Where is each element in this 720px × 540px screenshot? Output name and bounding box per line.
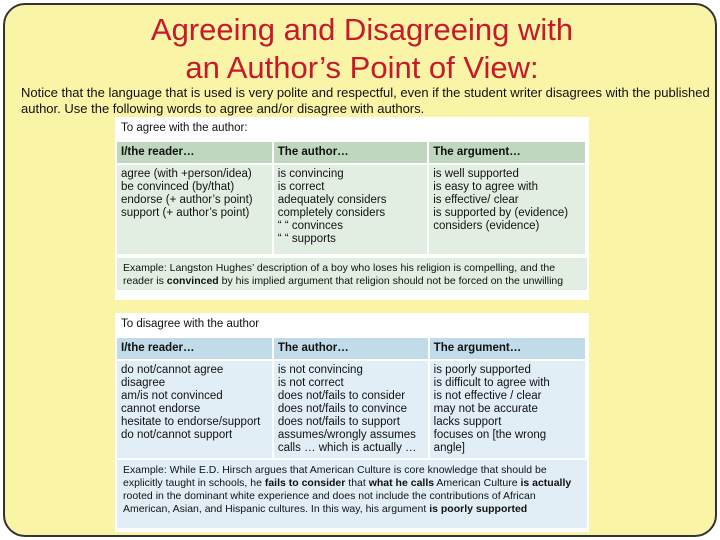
example-text: Example: Langston Hughes’ description of a boy who loses his religion is compelling, and the reader is (123, 262, 556, 287)
agree-table (117, 142, 587, 254)
list-item: focuses on [the wrong (433, 429, 547, 441)
example-emphasis: is poorly supported (429, 503, 528, 515)
list-item: is poorly supported (433, 364, 531, 376)
list-item: “ “ convinces (277, 220, 343, 232)
agree-example (117, 258, 587, 290)
disagree-table (117, 338, 587, 458)
example-text: Example: While E.D. Hirsch argues that American Culture is core knowledge that should be explicitly taught in schools, he (123, 464, 547, 489)
list-item: does not/fails to support (277, 416, 400, 428)
example-text: American Culture (434, 477, 521, 489)
list-item: lacks support (433, 416, 502, 428)
disagree-col-reader: I/the reader… (117, 338, 273, 360)
list-item: do not/cannot agree (121, 364, 224, 376)
list-item: is easy to agree with (433, 181, 539, 193)
disagree-col-argument: The argument… (429, 338, 586, 360)
agree-header-row (117, 142, 586, 164)
list-item: disagree (121, 377, 166, 389)
list-item: be convinced (by/that) (121, 181, 235, 193)
list-item: does not/fails to convince (277, 403, 407, 415)
list-item: does not/fails to consider (277, 390, 406, 402)
list-item: is correct (277, 181, 325, 193)
agree-body-row (117, 164, 586, 254)
list-item: calls … which is actually … (277, 442, 417, 454)
list-item: hesitate to endorse/support (121, 416, 261, 428)
list-item: agree (with +person/idea) (121, 168, 252, 180)
list-item: cannot endorse (121, 403, 201, 415)
list-item: is difficult to agree with (433, 377, 550, 389)
agree-col-reader: I/the reader… (117, 142, 273, 164)
list-item: is not convincing (277, 364, 363, 376)
list-item: considers (evidence) (433, 220, 540, 232)
list-item: assumes/wrongly assumes (277, 429, 416, 441)
agree-col-author: The author… (273, 142, 428, 164)
example-emphasis: is actually (520, 477, 572, 489)
disagree-header-row (117, 338, 586, 360)
example-text: rooted in the dominant white experience and does not include the contributions of African American, Asian, and Hispanic cultures. In this way, his argument (123, 490, 536, 515)
list-item: endorse (+ author’s point) (121, 194, 253, 206)
list-item: is effective/ clear (433, 194, 519, 206)
example-emphasis: convinced (166, 275, 219, 287)
agree-argument-cell (428, 164, 586, 254)
list-item: is well supported (433, 168, 519, 180)
example-emphasis: what he calls (368, 477, 435, 489)
disagree-example (117, 460, 587, 528)
example-emphasis: fails to consider (264, 477, 346, 489)
agree-reader-cell (117, 164, 273, 254)
disagree-body-row (117, 360, 586, 458)
disagree-col-author: The author… (273, 338, 429, 360)
example-text: that (345, 477, 369, 489)
disagree-argument-cell (429, 360, 586, 458)
agree-col-argument: The argument… (428, 142, 586, 164)
slide-title-line-1: Agreeing and Disagreeing with (150, 12, 574, 47)
agree-author-cell (273, 164, 428, 254)
example-text: by his implied argument that religion should not be forced on the unwilling (218, 275, 564, 287)
intro-text: Notice that the language that is used is very polite and respectful, even if the student writer disagrees with the published author. Use the following words to agree and/or disagree with authors. (21, 85, 710, 116)
list-item: “ “ supports (277, 233, 336, 245)
list-item: completely considers (277, 207, 386, 219)
slide-title (5, 11, 717, 87)
list-item: is not effective / clear (433, 390, 542, 402)
list-item: am/is not convinced (121, 390, 223, 402)
list-item: support (+ author’s point) (121, 207, 250, 219)
list-item: do not/cannot support (121, 429, 233, 441)
list-item: adequately considers (277, 194, 387, 206)
slide-title-line-2: an Author’s Point of View: (185, 50, 539, 85)
disagree-panel (115, 313, 589, 532)
list-item: is convincing (277, 168, 344, 180)
list-item: may not be accurate (433, 403, 538, 415)
list-item: angle] (433, 442, 466, 454)
agree-panel (115, 117, 589, 300)
list-item: is supported by (evidence) (433, 207, 569, 219)
disagree-author-cell (273, 360, 429, 458)
disagree-reader-cell (117, 360, 273, 458)
disagree-heading: To disagree with the author (121, 318, 260, 330)
agree-heading: To agree with the author: (121, 122, 248, 134)
list-item: is not correct (277, 377, 344, 389)
